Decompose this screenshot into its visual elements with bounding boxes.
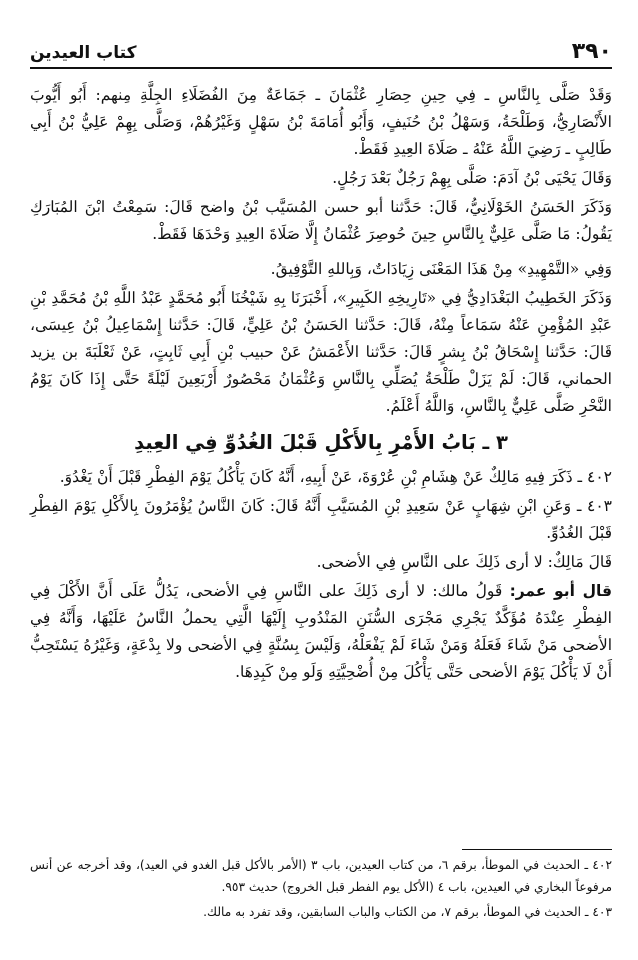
running-title: كتاب العيدين xyxy=(30,43,137,63)
hadith-403: ٤٠٣ ـ وَعَنِ ابْنِ شِهَابٍ عَنْ سَعِيدِ بْنِ المُسَيَّبِ أَنَّهُ قَالَ: كَانَ النَّاسُ يُؤْمَرُونَ بِالأَكْلِ يَوْمَ الفِطْرِ قَبْلَ الغُدُوِّ. xyxy=(30,497,612,542)
paragraph-malik-said: قَالَ مَالِكٌ: لا أرى ذَلِكَ على النَّاسِ فِي الأضحى. xyxy=(316,553,612,571)
abu-umar-label: قال أبو عمر: xyxy=(509,582,613,600)
paragraph-prayer-during-siege: وَقَدْ صَلَّى بِالنَّاسِ ـ فِي حِينِ حِصَارِ عُثْمَانَ ـ جَمَاعَةٌ مِنَ الفُضَلَاءِ الجِلَّةِ مِنهم: أَبُو أَيُّوبَ الأَنْصَارِيُّ، وَطَلْحَةُ، وَسَهْلُ بْنُ حُنَيفٍ، وَأَبُو أُمَامَةَ بْنُ سَهْلٍ وَغَيْرُهُمْ، وَصَلَّى بِهِمْ عَلِيُّ بْنُ أَبِي طَالِبٍ ـ رَضِيَ اللَّهُ عَنْهُ ـ صَلَاةَ العِيدِ فَقَطْ. xyxy=(30,86,612,158)
page-number: ٣٩٠ xyxy=(571,39,612,64)
paragraph-hasan-khawlani: وَذَكَرَ الحَسَنُ الخَوْلَانِيُّ، قَالَ: حَدَّثنا أبو حسن المُسَيَّب بْنُ واضح قَالَ: سَمِعْتُ ابْنَ المُبَارَكِ يَقُولُ: مَا صَلَّى عَلِيٌّ بِالنَّاسِ حِينَ حُوصِرَ عُثْمَانُ إِلَّا صَلَاةَ العِيدِ وَحْدَهَا فَقَطْ. xyxy=(30,198,612,243)
hadith-402: ٤٠٢ ـ ذَكَرَ فِيهِ مَالِكٌ عَنْ هِشَامِ بْنِ عُرْوَةَ، عَنْ أَبِيهِ، أَنَّهُ كَانَ يَأْكُلُ يَوْمَ الفِطْرِ قَبْلَ أَنْ يَغْدُوَ. xyxy=(59,468,612,486)
paragraph-abu-umar xyxy=(30,578,612,686)
paragraph-tamhid-note: وَفِي «التَّمْهِيدِ» مِنْ هَذَا المَعْنَى زِيَادَاتٌ، وَبِاللهِ التَّوْفِيقُ. xyxy=(270,260,612,278)
abu-umar-text: قَولُ مالك: لا أرى ذَلِكَ على النَّاسِ فِي الأضحى، يَدُلُّ عَلَى أَنَّ الأَكْلَ فِي الفِطْرِ عِنْدَهُ مُؤَكَّدٌ يَجْرِي مَجْرَى السُّنَنِ المَنْدُوبِ إِلَيْهَا الَّتِي يحملُ النَّاسُ عَلَيْهَا، وَأَنَّهُ فِي الأضحى مَنْ شَاءَ فَعَلَهُ وَمَنْ شَاءَ لَمْ يَفْعَلْهُ، وَلَيْسَ بِسُنَّةٍ فِي الأضحى ولا بِدْعَةٍ، وَغَيْرُهُ يَسْتَحِبُّ أَنْ لَا يَأْكُلَ يَوْمَ الأضحى حَتَّى يَأْكُلَ مِنْ أُضْحِيَّتِهِ وَلَو مِنْ كَبِدِهَا. xyxy=(30,582,613,681)
footnotes xyxy=(30,854,612,926)
footnote-403: ٤٠٣ ـ الحديث في الموطأ، برقم ٧، من الكتاب والباب السابقين، وقد تفرد به مالك. xyxy=(203,905,612,919)
chapter-heading: ٣ ـ بَابُ الأَمْرِ بِالأَكْلِ قَبْلَ الغُدُوِّ فِي العِيدِ xyxy=(134,431,508,454)
footnote-402: ٤٠٢ ـ الحديث في الموطأ، برقم ٦، من كتاب العيدين، باب ٣ (الأمر بالأكل قبل الغدو في العيد)، وقد أخرجه عن أنس مرفوعاً البخاري في العيدين، باب ٤ (الأكل يوم الفطر قبل الخروج) حديث ٩٥٣. xyxy=(30,858,613,894)
paragraph-yahya-ibn-adam: وَقَالَ يَحْيَى بْنُ آدَمَ: صَلَّى بِهِمْ رَجُلٌ بَعْدَ رَجُلٍ. xyxy=(332,169,612,187)
main-text xyxy=(30,82,612,688)
page-header xyxy=(30,34,612,69)
paragraph-khatib-baghdadi: وَذَكَرَ الخَطِيبُ البَغْدَادِيُّ فِي «تَارِيخِهِ الكَبِيرِ»، أَخْبَرَنَا بِهِ شَيْخُنَا أَبُو مُحَمَّدٍ عَبْدُ اللَّهِ بْنُ مُحَمَّدِ بْنِ عَبْدِ المُؤْمِنِ عَنْهُ سَمَاعاً مِنْهُ، قَالَ: حَدَّثنا الحَسَنُ بْنُ عَلِيٍّ، قَالَ: حَدَّثنا إِسْمَاعِيلُ بْنُ عِيسَى، قَالَ: حَدَّثنا إِسْحَاقُ بْنُ بِشرٍ قَالَ: حَدَّثنا الأَعْمَشُ عَنْ حبيب بْنِ أَبِي ثَابِتٍ، عَنْ ثَعْلَبَةَ بن يزيد الحماني، قَالَ: لَمْ يَزَلْ طَلْحَةُ يُصَلِّي بِالنَّاسِ وَعُثْمَانُ مَحْصُورٌ أَرْبَعِينَ لَيْلَةً حَتَّى إِذَا كَانَ يَوْمُ النَّحْرِ صَلَّى عَلِيٌّ بِالنَّاسِ، وَاللَّهُ أَعْلَمُ. xyxy=(30,289,612,415)
footnote-separator xyxy=(462,849,612,850)
